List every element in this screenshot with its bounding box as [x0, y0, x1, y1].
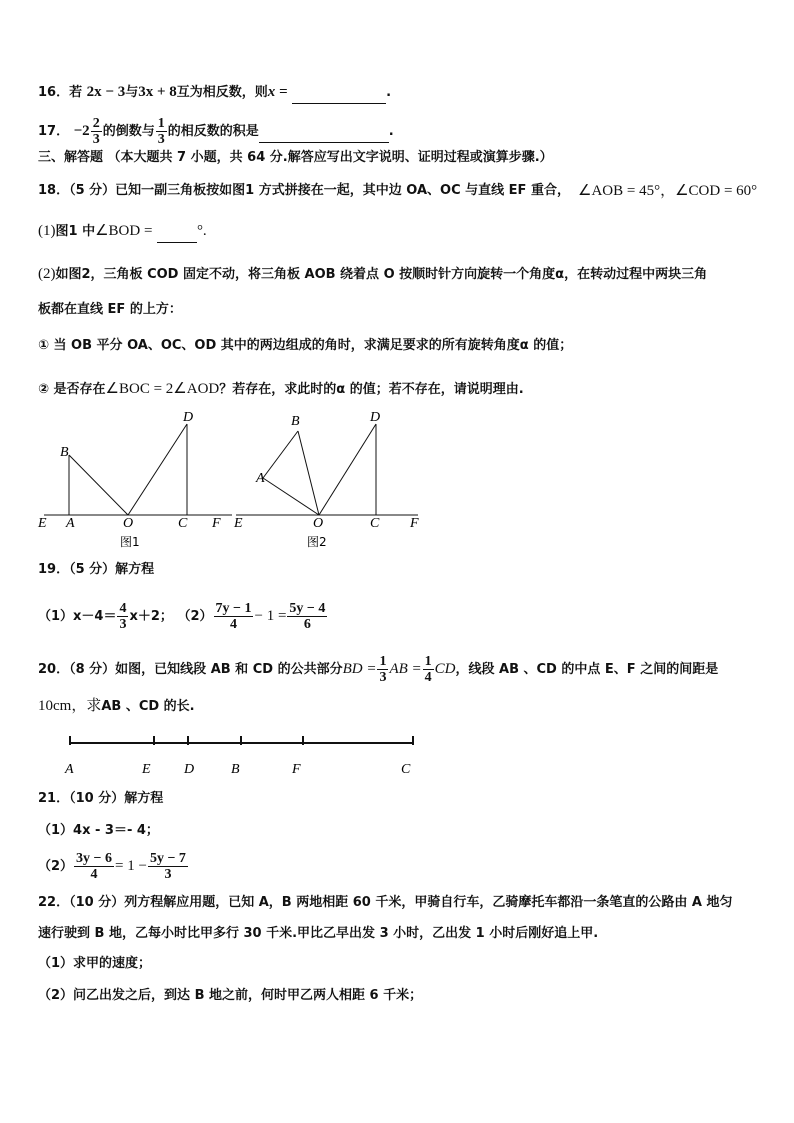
figures-q18	[36, 408, 456, 553]
label-E: E	[38, 516, 47, 531]
question-18-sub1: ① 当 OB 平分 OA、OC、OD 其中的两边组成的角时，求满足要求的所有旋转角度α 的值；	[38, 338, 573, 353]
label-B: B	[291, 414, 300, 429]
segment-BO	[298, 431, 319, 515]
question-22-sub1: （1）求甲的速度；	[38, 956, 152, 971]
label-A: A	[65, 762, 74, 777]
label-C: C	[178, 516, 188, 531]
segment-diagram	[60, 733, 440, 783]
question-18-part2-line2: 板都在直线 EF 的上方：	[38, 302, 182, 317]
question-22-sub2: （2）问乙出发之后，到达 B 地之前，何时甲乙两人相距 6 千米；	[38, 988, 423, 1003]
question-17: 17． −2 $\frac{2}{3}$ 的倒数与 $\frac{1}{3}$ 的相反数的积是 .	[38, 116, 394, 147]
question-18-sub2: ② 是否存在∠BOC = 2∠AOD？若存在，求此时的α 的值；若不存在，请说明理由.	[38, 381, 524, 397]
label-A: A	[66, 516, 75, 531]
question-19-head: 19．（5 分）解方程	[38, 562, 155, 577]
label-D: D	[183, 410, 194, 425]
label-F: F	[212, 516, 221, 531]
question-21-part2: （2） $\frac{3y - 6}{4}$ = 1 − $\frac{5y - 7}{3}$	[38, 851, 186, 882]
label-C: C	[370, 516, 380, 531]
label-B: B	[60, 445, 69, 460]
fraction: $\frac{5y - 4}{6}$	[289, 601, 326, 632]
question-22-line2: 速行驶到 B 地，乙每小时比甲多行 30 千米.甲比乙早出发 3 小时，乙出发 1 小时后刚好追上甲.	[38, 926, 599, 941]
section-heading: 三、解答题 （本大题共 7 小题，共 64 分.解答应写出文字说明、证明过程或演算步骤.）	[38, 150, 553, 165]
figure-2	[233, 410, 419, 549]
angle-given: ∠AOB = 45°，∠COD = 60°	[578, 183, 758, 199]
segment-OD	[128, 424, 187, 515]
figure-2-caption: 图2	[307, 535, 327, 549]
label-A: A	[256, 471, 265, 486]
question-20-line1: 20．（8 分）如图，已知线段 AB 和 CD 的公共部分BD = $\frac{1}{3}$ AB = $\frac{1}{4}$ CD，线段 AB 、CD 的中点 E、F 之间的间距是	[38, 654, 719, 685]
fraction: $\frac{3y - 6}{4}$	[76, 851, 113, 882]
figure-1	[37, 410, 232, 549]
label-D: D	[370, 410, 381, 425]
label-D: D	[184, 762, 195, 777]
question-20-line2: 10cm，求AB 、CD 的长.	[38, 698, 195, 714]
fraction: $\frac{1}{3}$	[157, 116, 165, 147]
fraction: $\frac{4}{3}$	[119, 601, 127, 632]
label-C: C	[401, 762, 411, 777]
label-F: F	[292, 762, 301, 777]
question-18-head: 18．（5 分）已知一副三角板按如图1 方式拼接在一起，其中边 OA、OC 与直线 EF 重合，	[38, 183, 570, 198]
fraction: $\frac{2}{3}$	[92, 116, 100, 147]
question-19-equations: （1）x－4＝ $\frac{4}{3}$ x＋2； （2） $\frac{7y - 1}{4}$ − 1 = $\frac{5y - 4}{6}$	[38, 601, 326, 632]
question-21-head: 21．（10 分）解方程	[38, 791, 164, 806]
segment-OD	[319, 424, 376, 515]
question-16: 16．若 2x − 3与3x + 8互为相反数，则x = .	[38, 82, 391, 104]
label-B: B	[231, 762, 240, 777]
fraction: $\frac{7y - 1}{4}$	[215, 601, 252, 632]
segment-OA	[263, 478, 319, 515]
question-18-part1: (1)图1 中∠BOD = °.	[38, 221, 207, 243]
fraction: $\frac{5y - 7}{3}$	[149, 851, 186, 882]
question-21-part1: （1）4x - 3＝- 4；	[38, 823, 159, 838]
label-E: E	[234, 516, 243, 531]
answer-blank[interactable]	[292, 83, 386, 104]
question-22-line1: 22．（10 分）列方程解应用题，已知 A，B 两地相距 60 千米，甲骑自行车，乙骑摩托车都沿一条笔直的公路由 A 地匀	[38, 895, 733, 910]
fraction: $\frac{1}{4}$	[424, 654, 432, 685]
answer-blank[interactable]	[157, 222, 197, 243]
label-O: O	[123, 516, 134, 531]
answer-blank[interactable]	[259, 122, 389, 143]
segment-BO	[69, 455, 128, 515]
label-E: E	[142, 762, 151, 777]
label-F: F	[410, 516, 419, 531]
fraction: $\frac{1}{3}$	[379, 654, 387, 685]
question-18-part2-line1: (2)如图2，三角板 COD 固定不动，将三角板 AOB 绕着点 O 按顺时针方向旋转一个角度α，在转动过程中两块三角	[38, 266, 708, 282]
segment-AB	[263, 431, 298, 478]
label-O: O	[313, 516, 324, 531]
figure-1-caption: 图1	[120, 535, 140, 549]
